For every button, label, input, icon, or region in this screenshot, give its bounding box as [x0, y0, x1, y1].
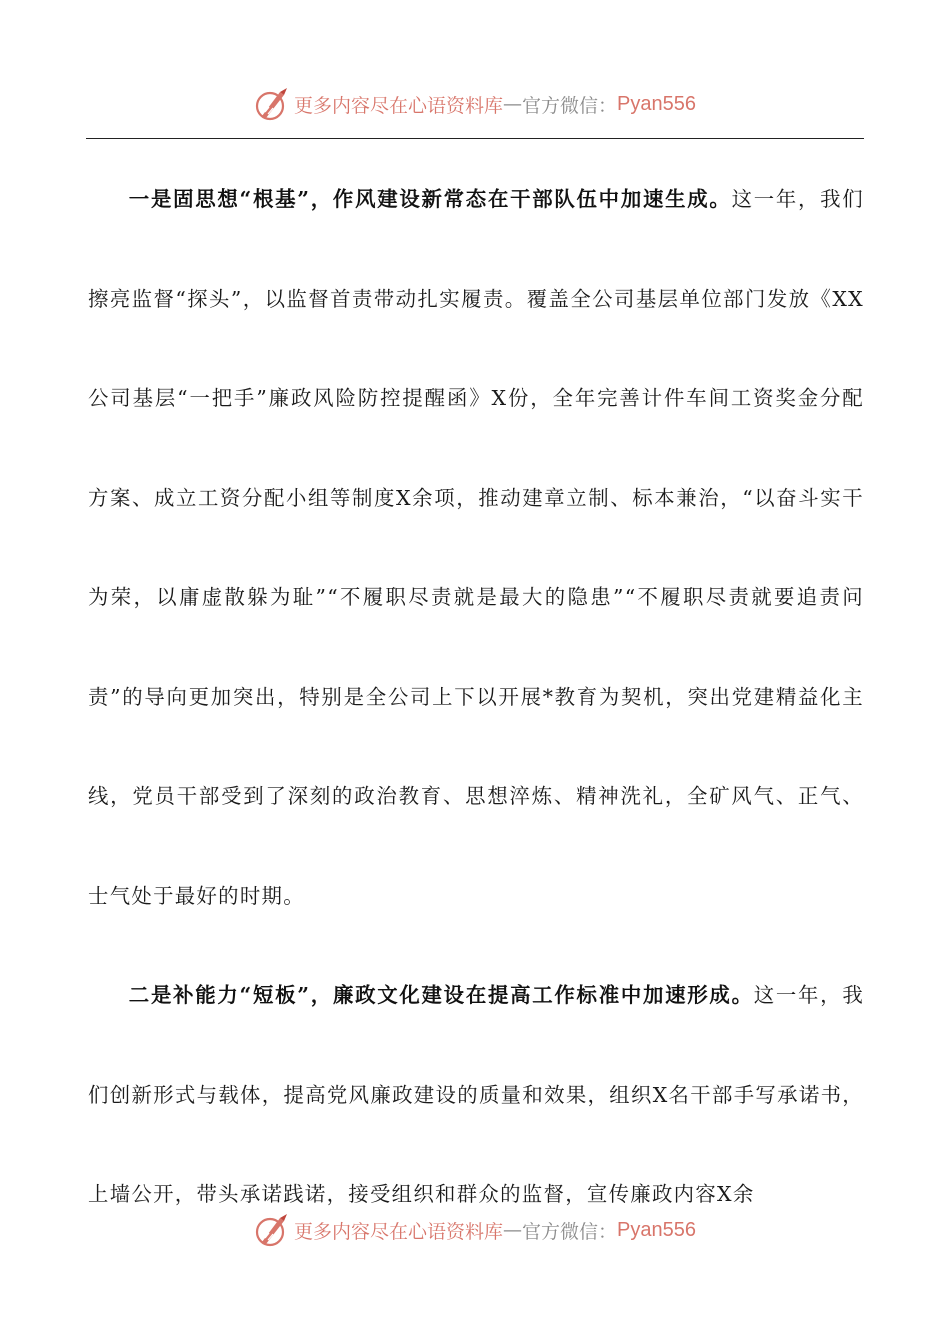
header-divider — [86, 138, 864, 139]
paragraph-1-body: 这一年，我们擦亮监督“探头”，以监督首责带动扎实履责。覆盖全公司基层单位部门发放《XX公司基层“一把手”廉政风险防控提醒函》X份，全年完善计件车间工资奖金分配方案、成立工资分配小组等制度X余项，推动建章立制、标本兼治，“以奋斗实干为荣，以庸虚散躲为耻”“不履职尽责就是最大的隐患”“不履职尽责就要追责问责”的导向更加突出，特别是全公司上下以开展*教育为契机，突出党建精益化主线，党员干部受到了深刻的政治教育、思想淬炼、精神洗礼，全矿风气、正气、士气处于最好的时期。 — [88, 187, 864, 908]
paragraph-2-body: 这一年，我们创新形式与载体，提高党风廉政建设的质量和效果，组织X名干部手写承诺书，上墙公开，带头承诺践诺，接受组织和群众的监督，宣传廉政内容X余 — [88, 983, 865, 1206]
paragraph-2 — [88, 946, 864, 1245]
header-watermark — [0, 82, 950, 126]
quill-logo-icon — [254, 86, 290, 122]
watermark-label: 官方微信： — [522, 1220, 618, 1243]
watermark-separator: — — [503, 1219, 523, 1241]
footer-watermark — [0, 1208, 950, 1252]
watermark-main-text: 更多内容尽在心语资料库 — [294, 94, 504, 117]
header-watermark-inner — [254, 86, 696, 122]
watermark-separator: — — [503, 93, 523, 115]
paragraph-1 — [88, 150, 864, 946]
quill-logo-icon — [254, 1212, 290, 1248]
watermark-main-text: 更多内容尽在心语资料库 — [294, 1220, 504, 1243]
watermark-account-id: Pyan556 — [617, 92, 696, 115]
document-body — [88, 150, 864, 1245]
watermark-label: 官方微信： — [522, 94, 618, 117]
paragraph-1-lead: 一是固思想“根基”，作风建设新常态在干部队伍中加速生成。 — [128, 187, 732, 211]
watermark-account-id: Pyan556 — [617, 1218, 696, 1241]
footer-watermark-inner — [254, 1212, 696, 1248]
paragraph-2-lead: 二是补能力“短板”，廉政文化建设在提高工作标准中加速形成。 — [128, 983, 754, 1007]
